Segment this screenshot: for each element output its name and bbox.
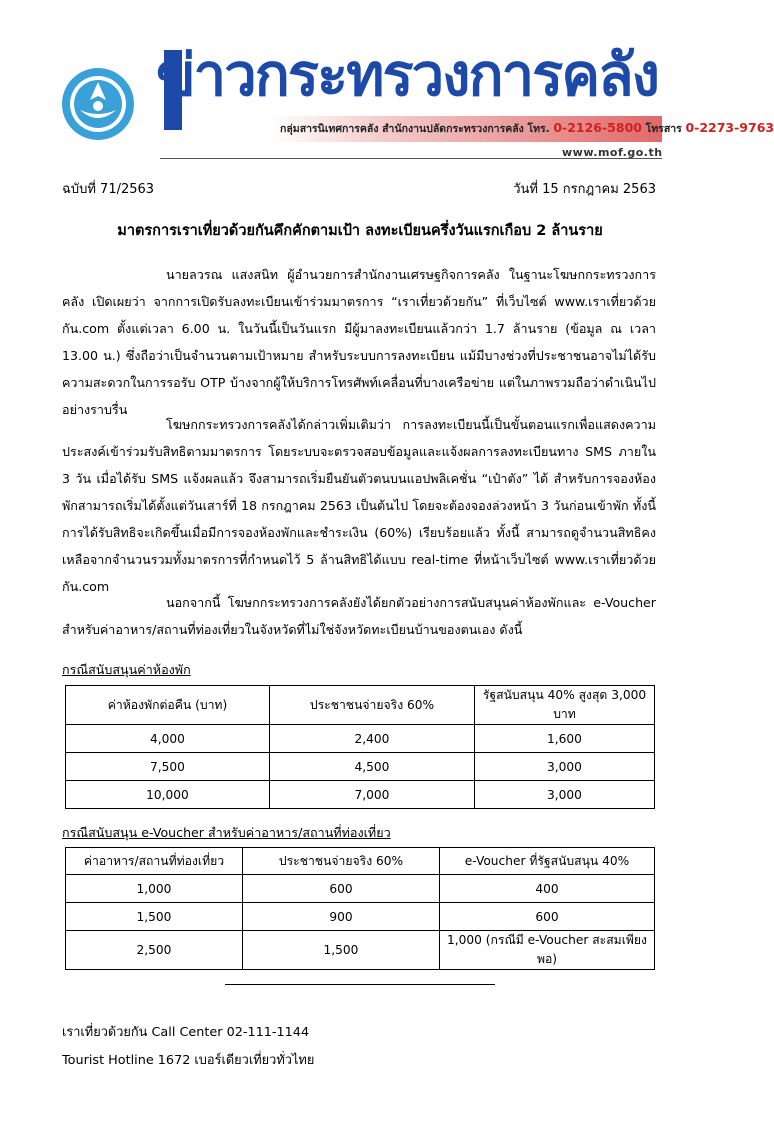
voucher-support-table	[65, 847, 655, 970]
table-cell: 2,500	[66, 931, 243, 970]
masthead-title: ข่าวกระทรวงการคลัง	[156, 41, 658, 109]
column-header: ประชาชนจ่ายจริง 60%	[270, 686, 475, 725]
paragraph-2: โฆษกกระทรวงการคลังได้กล่าวเพิ่มเติมว่า การลงทะเบียนนี้เป็นขั้นตอนแรกเพื่อแสดงความประสงค์เข้าร่วมรับสิทธิตามมาตรการ โดยระบบจะตรวจสอบข้อมูลและแจ้งผลการลงทะเบียนทาง SMS ภายใน 3 วัน เมื่อได้รับ SMS แจ้งผลแล้ว จึงสามารถเริ่มยืนยันตัวตนบนแอปพลิเคชั่น “เป๋าตัง” ได้ สำหรับการจองห้องพักสามารถเริ่มได้ตั้งแต่วันเสาร์ที่ 18 กรกฎาคม 2563 เป็นต้นไป โดยจะต้องจองล่วงหน้า 3 วันก่อนเข้าพัก ทั้งนี้ การได้รับสิทธิจะเกิดขึ้นเมื่อมีการจองห้องพักและชำระเงิน (60%) เรียบร้อยแล้ว ทั้งนี้ สามารถดูจำนวนสิทธิคงเหลือจากจำนวนรวมทั้งมาตรการที่กำหนดไว้ 5 ล้านสิทธิได้แบบ real-time ที่หน้าเว็บไซต์ www.เราเที่ยวด้วยกัน.com	[62, 417, 656, 594]
room-table-title: กรณีสนับสนุนค่าห้องพัก	[62, 662, 191, 677]
table-cell: 1,000	[66, 875, 243, 903]
table-cell: 1,500	[243, 931, 440, 970]
table-header-row	[66, 686, 655, 725]
table-header-row	[66, 848, 655, 875]
room-support-table	[65, 685, 655, 809]
paragraph-3: นอกจากนี้ โฆษกกระทรวงการคลังยังได้ยกตัวอย่างการสนับสนุนค่าห้องพักและ e-Voucher สำหรับค่าอาหาร/สถานที่ท่องเที่ยวในจังหวัดที่ไม่ใช่จังหวัดทะเบียนบ้านของตนเอง ดังนี้	[62, 595, 656, 637]
table-cell: 3,000	[475, 781, 655, 809]
call-center-line: เราเที่ยวด้วยกัน Call Center 02-111-1144	[62, 1025, 310, 1040]
table-cell: 3,000	[475, 753, 655, 781]
section-separator	[225, 984, 495, 985]
table-row	[66, 875, 655, 903]
headline: มาตรการเราเที่ยวด้วยกันคึกคักตามเป้า ลงทะเบียนครึ่งวันแรกเกือบ 2 ล้านราย	[117, 223, 603, 239]
website-link[interactable]: www.mof.go.th	[562, 146, 663, 159]
table-cell: 1,000 (กรณีมี e-Voucher สะสมเพียงพอ)	[440, 931, 655, 970]
voucher-table-title: กรณีสนับสนุน e-Voucher สำหรับค่าอาหาร/สถานที่ท่องเที่ยว	[62, 825, 391, 840]
paragraph-1: นายลวรณ แสงสนิท ผู้อำนวยการสำนักงานเศรษฐกิจการคลัง ในฐานะโฆษกกระทรวงการคลัง เปิดเผยว่า จากการเปิดรับลงทะเบียนเข้าร่วมมาตรการ “เราเที่ยวด้วยกัน” ที่เว็บไซต์ www.เราเที่ยวด้วยกัน.com ตั้งแต่เวลา 6.00 น. ในวันนี้เป็นวันแรก มีผู้มาลงทะเบียนแล้วกว่า 1.7 ล้านราย (ข้อมูล ณ เวลา 13.00 น.) ซึ่งถือว่าเป็นจำนวนตามเป้าหมาย สำหรับระบบการลงทะเบียน แม้มีบางช่วงที่ประชาชนอาจไม่ได้รับความสะดวกในการรอรับ OTP บ้างจากผู้ให้บริการโทรศัพท์เคลื่อนที่บางเครือข่าย แต่ในภาพรวมถือว่าดำเนินไปอย่างราบรื่น	[62, 267, 656, 417]
table-cell: 1,600	[475, 725, 655, 753]
table-cell: 7,000	[270, 781, 475, 809]
table-cell: 900	[243, 903, 440, 931]
contact-prefix: กลุ่มสารนิเทศการคลัง สำนักงานปลัดกระทรวงการคลัง โทร.	[280, 123, 550, 135]
issue-number: ฉบับที่ 71/2563	[62, 182, 155, 197]
table-cell: 10,000	[66, 781, 270, 809]
fax-number: 0-2273-9763	[685, 120, 774, 135]
column-header: ค่าห้องพักต่อคืน (บาท)	[66, 686, 270, 725]
table-cell: 600	[440, 903, 655, 931]
column-header: e-Voucher ที่รัฐสนับสนุน 40%	[440, 848, 655, 875]
phone-number: 0-2126-5800	[553, 120, 642, 135]
table-row	[66, 725, 655, 753]
column-header: ประชาชนจ่ายจริง 60%	[243, 848, 440, 875]
column-header: ค่าอาหาร/สถานที่ท่องเที่ยว	[66, 848, 243, 875]
table-row	[66, 781, 655, 809]
issue-date: วันที่ 15 กรกฎาคม 2563	[513, 182, 656, 197]
column-header: รัฐสนับสนุน 40% สูงสุด 3,000 บาท	[475, 686, 655, 725]
table-row	[66, 903, 655, 931]
table-cell: 4,500	[270, 753, 475, 781]
table-cell: 400	[440, 875, 655, 903]
table-row	[66, 753, 655, 781]
contact-line	[280, 120, 774, 137]
table-row	[66, 931, 655, 970]
table-cell: 4,000	[66, 725, 270, 753]
ministry-seal-logo	[60, 66, 136, 142]
table-cell: 600	[243, 875, 440, 903]
table-cell: 7,500	[66, 753, 270, 781]
fax-prefix: โทรสาร	[645, 123, 682, 135]
table-cell: 1,500	[66, 903, 243, 931]
table-cell: 2,400	[270, 725, 475, 753]
hotline-line: Tourist Hotline 1672 เบอร์เดียวเที่ยวทั่วไทย	[62, 1053, 315, 1068]
